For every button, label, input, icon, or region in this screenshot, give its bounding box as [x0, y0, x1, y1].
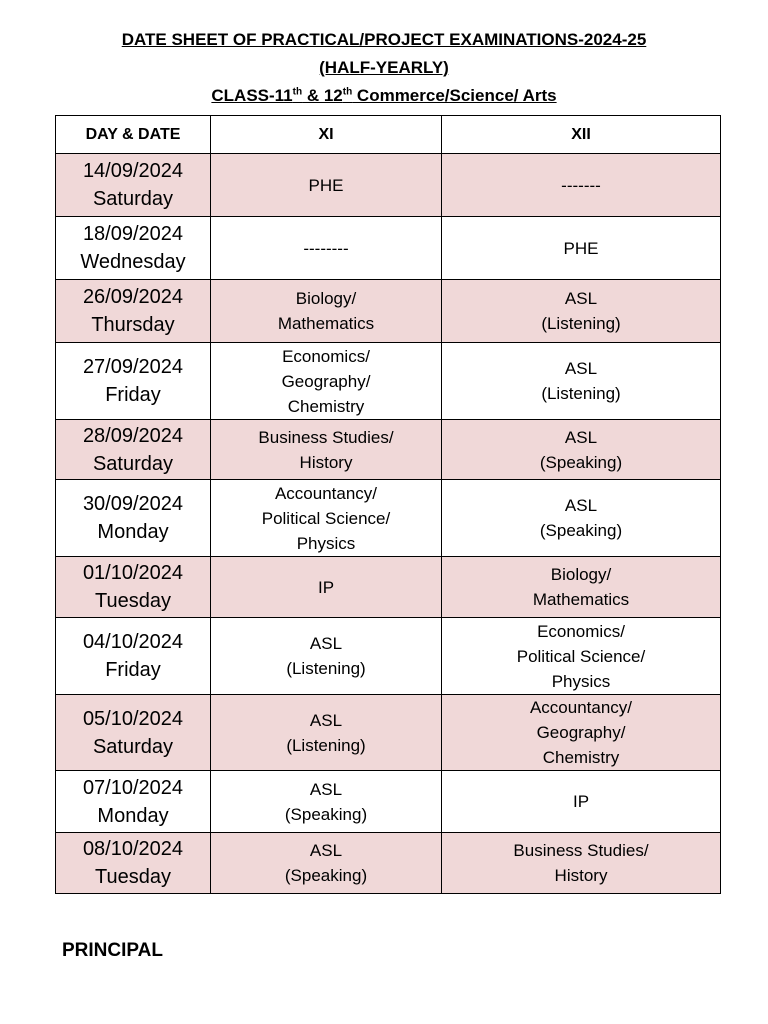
day-text: Friday	[105, 659, 161, 681]
subject-line: Political Science/	[516, 646, 646, 666]
day-text: Tuesday	[95, 866, 171, 888]
xi-subject-cell	[211, 480, 442, 557]
table-row	[56, 618, 721, 695]
day-date-cell	[56, 280, 211, 343]
subject-line: Economics/	[537, 621, 625, 641]
subject-line: Physics	[296, 533, 356, 553]
xi-subject-cell	[211, 217, 442, 280]
subject-line: Economics/	[282, 346, 370, 366]
xii-subject-cell	[442, 771, 721, 833]
document-subtitle: (HALF-YEARLY)	[319, 58, 449, 77]
xi-subject-cell	[211, 618, 442, 695]
day-date-cell	[56, 154, 211, 217]
xi-subject-cell	[211, 557, 442, 618]
date-sheet-table	[55, 115, 721, 894]
xii-subject-cell	[442, 557, 721, 618]
subject-line: History	[554, 866, 608, 885]
subject-line: ASL	[564, 359, 598, 378]
xi-subject-cell	[211, 280, 442, 343]
xi-subject-cell	[211, 833, 442, 894]
date-text: 30/09/2024	[82, 493, 184, 515]
subject-line: Biology/	[295, 289, 357, 308]
day-date-cell	[56, 420, 211, 480]
subject-line: (Listening)	[286, 659, 366, 678]
date-text: 04/10/2024	[82, 631, 184, 653]
subject-line: PHE	[308, 175, 344, 195]
class-line-sup: th	[342, 86, 353, 98]
xi-subject-cell	[211, 695, 442, 771]
xii-subject-cell	[442, 154, 721, 217]
date-text: 18/09/2024	[82, 223, 184, 245]
subject-line: Mathematics	[532, 590, 630, 609]
day-date-cell	[56, 343, 211, 420]
table-row	[56, 833, 721, 894]
xii-subject-cell	[442, 280, 721, 343]
date-text: 07/10/2024	[82, 776, 184, 799]
table-row	[56, 771, 721, 833]
day-date-cell	[56, 833, 211, 894]
xii-subject-cell	[442, 833, 721, 894]
subject-line: History	[299, 452, 353, 472]
day-date-cell	[56, 557, 211, 618]
subject-line: -------	[561, 175, 601, 195]
date-text: 05/10/2024	[82, 707, 184, 730]
xii-subject-cell	[442, 618, 721, 695]
date-text: 27/09/2024	[82, 356, 184, 378]
column-header-xi: XI	[211, 116, 442, 154]
column-header-xii: XII	[442, 116, 721, 154]
xi-subject-cell	[211, 343, 442, 420]
subject-line: ASL	[564, 427, 598, 447]
xi-subject-cell	[211, 154, 442, 217]
table-row	[56, 480, 721, 557]
subject-line: PHE	[563, 238, 599, 258]
table-row	[56, 420, 721, 480]
table-row	[56, 695, 721, 771]
day-date-cell	[56, 217, 211, 280]
subject-line: (Speaking)	[539, 521, 623, 540]
table-row	[56, 343, 721, 420]
subject-line: ASL	[309, 779, 343, 799]
subject-line: Geography/	[536, 723, 626, 742]
day-text: Friday	[105, 384, 161, 406]
class-line-part: CLASS-11	[211, 86, 293, 105]
subject-line: Political Science/	[261, 508, 391, 528]
xii-subject-cell	[442, 343, 721, 420]
day-date-cell	[56, 618, 211, 695]
subject-line: IP	[572, 792, 590, 811]
day-text: Thursday	[91, 314, 175, 336]
subject-line: Chemistry	[287, 396, 365, 416]
day-text: Wednesday	[80, 251, 186, 273]
date-text: 01/10/2024	[82, 562, 184, 584]
xi-subject-cell	[211, 771, 442, 833]
day-text: Saturday	[92, 735, 174, 758]
subject-line: Accountancy/	[274, 483, 378, 503]
subject-line: Mathematics	[277, 314, 375, 333]
date-text: 14/09/2024	[82, 160, 184, 182]
xii-subject-cell	[442, 480, 721, 557]
subject-line: (Speaking)	[284, 804, 368, 824]
subject-line: Biology/	[550, 565, 612, 584]
subject-line: Physics	[551, 671, 611, 691]
principal-signature-label: PRINCIPAL	[62, 940, 163, 961]
table-row	[56, 217, 721, 280]
subject-line: Geography/	[281, 371, 371, 391]
subject-line: ASL	[564, 496, 598, 515]
subject-line: Business Studies/	[513, 841, 649, 860]
xii-subject-cell	[442, 695, 721, 771]
class-line	[0, 86, 768, 106]
subject-line: ASL	[564, 289, 598, 308]
class-line-sup: th	[292, 86, 303, 98]
day-date-cell	[56, 771, 211, 833]
column-header-day-date: DAY & DATE	[56, 116, 211, 154]
table-row	[56, 154, 721, 217]
subject-line: ASL	[309, 634, 343, 653]
subject-line: (Listening)	[286, 735, 366, 755]
subject-line: Chemistry	[542, 748, 620, 767]
subject-line: ASL	[309, 841, 343, 860]
xii-subject-cell	[442, 420, 721, 480]
date-text: 26/09/2024	[82, 286, 184, 308]
day-text: Monday	[97, 521, 169, 543]
subject-line: Accountancy/	[529, 698, 633, 717]
subject-line: (Speaking)	[539, 452, 623, 472]
day-text: Saturday	[92, 452, 174, 475]
date-text: 28/09/2024	[82, 424, 184, 447]
table-row	[56, 557, 721, 618]
day-date-cell	[56, 695, 211, 771]
document-title: DATE SHEET OF PRACTICAL/PROJECT EXAMINATIONS-2024-25	[121, 30, 647, 49]
xii-subject-cell	[442, 217, 721, 280]
subject-line: (Speaking)	[284, 866, 368, 885]
subject-line: (Listening)	[541, 384, 621, 403]
subject-line: (Listening)	[541, 314, 621, 333]
table-row	[56, 280, 721, 343]
subject-line: ASL	[309, 710, 343, 730]
subject-line: Business Studies/	[258, 427, 394, 447]
day-text: Monday	[97, 804, 169, 827]
subject-line: IP	[317, 577, 335, 597]
day-date-cell	[56, 480, 211, 557]
class-line-part: Commerce/Science/ Arts	[352, 86, 557, 105]
table-header-row	[56, 116, 721, 154]
day-text: Tuesday	[95, 590, 171, 612]
class-line-part: & 12	[302, 86, 343, 105]
subject-line: --------	[303, 238, 349, 258]
xi-subject-cell	[211, 420, 442, 480]
date-text: 08/10/2024	[82, 838, 184, 860]
day-text: Saturday	[92, 188, 174, 210]
